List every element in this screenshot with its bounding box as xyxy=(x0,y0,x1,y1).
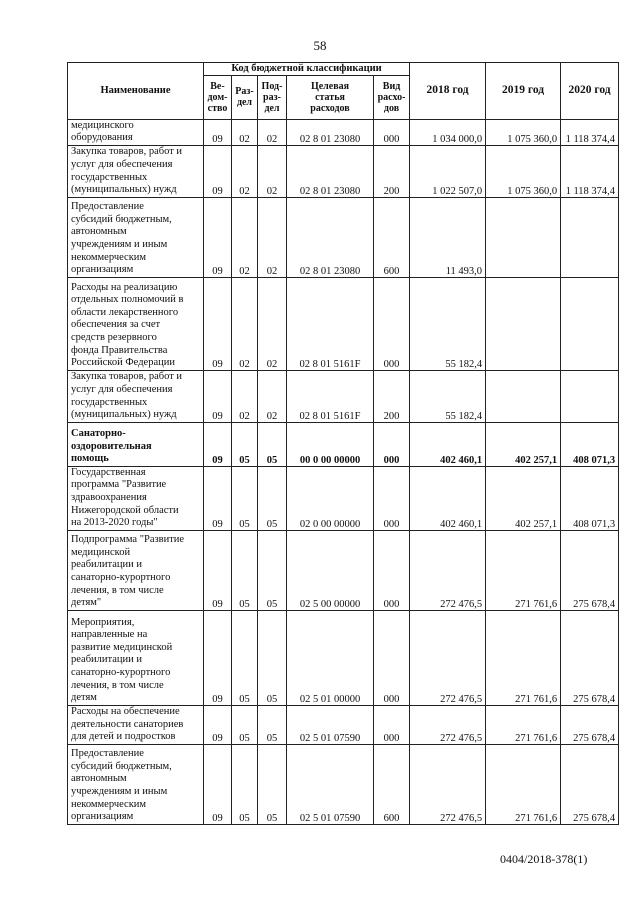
row-value-2020: 1 118 374,4 xyxy=(561,119,619,145)
row-section: 02 xyxy=(232,119,258,145)
row-subsection: 02 xyxy=(258,145,287,197)
row-subsection: 02 xyxy=(258,370,287,422)
header-section: Раз- дел xyxy=(232,75,258,119)
row-value-2020: 275 678,4 xyxy=(561,610,619,705)
row-value-2019: 271 761,6 xyxy=(486,744,561,824)
header-2018: 2018 год xyxy=(410,63,486,120)
row-section: 02 xyxy=(232,370,258,422)
row-value-2020 xyxy=(561,197,619,277)
row-name: Предоставление субсидий бюджетным, автономным учреждениям и иным некоммерческим организациям xyxy=(68,197,204,277)
row-value-2018: 1 022 507,0 xyxy=(410,145,486,197)
table-row xyxy=(68,197,619,277)
row-name: Подпрограмма "Развитие медицинской реабилитации и санаторно-курортного лечения, в том числе детям" xyxy=(68,530,204,610)
row-section: 05 xyxy=(232,422,258,466)
row-value-2020: 1 118 374,4 xyxy=(561,145,619,197)
row-value-2020 xyxy=(561,277,619,370)
row-target-article: 02 8 01 5161F xyxy=(287,370,374,422)
row-target-article: 02 8 01 23080 xyxy=(287,119,374,145)
row-section: 02 xyxy=(232,145,258,197)
row-ministry: 09 xyxy=(204,422,232,466)
row-ministry: 09 xyxy=(204,530,232,610)
table-row xyxy=(68,610,619,705)
row-name: Санаторно- оздоровительная помощь xyxy=(68,422,204,466)
row-name: Закупка товаров, работ и услуг для обеспечения государственных (муниципальных) нужд xyxy=(68,370,204,422)
row-subsection: 05 xyxy=(258,530,287,610)
row-target-article: 02 5 01 07590 xyxy=(287,705,374,744)
table-row xyxy=(68,466,619,530)
row-section: 05 xyxy=(232,705,258,744)
table-row xyxy=(68,744,619,824)
row-expense-type: 200 xyxy=(374,370,410,422)
row-value-2019 xyxy=(486,370,561,422)
row-target-article: 02 5 01 07590 xyxy=(287,744,374,824)
row-value-2018: 272 476,5 xyxy=(410,705,486,744)
row-ministry: 09 xyxy=(204,277,232,370)
row-section: 05 xyxy=(232,744,258,824)
row-expense-type: 000 xyxy=(374,610,410,705)
row-ministry: 09 xyxy=(204,370,232,422)
row-name: Мероприятия, направленные на развитие медицинской реабилитации и санаторно-курортного лечения, в том числе детям xyxy=(68,610,204,705)
row-subsection: 02 xyxy=(258,119,287,145)
row-expense-type: 600 xyxy=(374,197,410,277)
row-value-2019 xyxy=(486,197,561,277)
row-value-2018: 11 493,0 xyxy=(410,197,486,277)
header-ministry: Ве- дом- ство xyxy=(204,75,232,119)
row-value-2019: 402 257,1 xyxy=(486,466,561,530)
row-section: 05 xyxy=(232,610,258,705)
row-ministry: 09 xyxy=(204,145,232,197)
row-value-2018: 272 476,5 xyxy=(410,610,486,705)
row-expense-type: 000 xyxy=(374,422,410,466)
header-2020: 2020 год xyxy=(561,63,619,120)
document-code: 0404/2018-378(1) xyxy=(500,852,588,866)
row-subsection: 05 xyxy=(258,466,287,530)
header-2019: 2019 год xyxy=(486,63,561,120)
row-subsection: 02 xyxy=(258,197,287,277)
row-value-2020: 408 071,3 xyxy=(561,466,619,530)
row-target-article: 00 0 00 00000 xyxy=(287,422,374,466)
row-target-article: 02 0 00 00000 xyxy=(287,466,374,530)
table-row xyxy=(68,277,619,370)
row-target-article: 02 5 01 00000 xyxy=(287,610,374,705)
row-target-article: 02 8 01 23080 xyxy=(287,197,374,277)
row-name: медицинского оборудования xyxy=(68,119,204,145)
row-value-2020: 275 678,4 xyxy=(561,530,619,610)
row-ministry: 09 xyxy=(204,705,232,744)
table-row xyxy=(68,119,619,145)
row-target-article: 02 8 01 23080 xyxy=(287,145,374,197)
row-ministry: 09 xyxy=(204,744,232,824)
row-expense-type: 000 xyxy=(374,466,410,530)
row-value-2018: 55 182,4 xyxy=(410,277,486,370)
header-subsection: Под- раз- дел xyxy=(258,75,287,119)
row-target-article: 02 5 00 00000 xyxy=(287,530,374,610)
row-value-2019 xyxy=(486,277,561,370)
row-section: 02 xyxy=(232,277,258,370)
row-name: Расходы на реализацию отдельных полномочий в области лекарственного обеспечения за счет средств резервного фонда Правительства Российской Федерации xyxy=(68,277,204,370)
row-value-2018: 1 034 000,0 xyxy=(410,119,486,145)
row-subsection: 02 xyxy=(258,277,287,370)
row-expense-type: 200 xyxy=(374,145,410,197)
row-value-2019: 271 761,6 xyxy=(486,530,561,610)
row-value-2019: 1 075 360,0 xyxy=(486,145,561,197)
row-value-2019: 1 075 360,0 xyxy=(486,119,561,145)
row-section: 05 xyxy=(232,530,258,610)
budget-table xyxy=(67,62,619,825)
header-classification-group: Код бюджетной классификации xyxy=(204,63,410,76)
row-expense-type: 000 xyxy=(374,530,410,610)
page-number: 58 xyxy=(313,38,327,53)
table-body xyxy=(68,119,619,824)
row-value-2020: 275 678,4 xyxy=(561,744,619,824)
row-value-2018: 55 182,4 xyxy=(410,370,486,422)
row-name: Предоставление субсидий бюджетным, автономным учреждениям и иным некоммерческим организациям xyxy=(68,744,204,824)
table-row xyxy=(68,705,619,744)
row-value-2019: 271 761,6 xyxy=(486,610,561,705)
row-value-2018: 402 460,1 xyxy=(410,422,486,466)
row-ministry: 09 xyxy=(204,119,232,145)
row-name: Расходы на обеспечение деятельности санаториев для детей и подростков xyxy=(68,705,204,744)
row-expense-type: 000 xyxy=(374,119,410,145)
row-value-2018: 272 476,5 xyxy=(410,530,486,610)
row-section: 02 xyxy=(232,197,258,277)
header-name: Наименование xyxy=(68,63,204,120)
row-value-2018: 272 476,5 xyxy=(410,744,486,824)
row-subsection: 05 xyxy=(258,705,287,744)
table-row xyxy=(68,530,619,610)
row-value-2018: 402 460,1 xyxy=(410,466,486,530)
row-value-2019: 402 257,1 xyxy=(486,422,561,466)
row-expense-type: 000 xyxy=(374,277,410,370)
row-value-2019: 271 761,6 xyxy=(486,705,561,744)
row-name: Закупка товаров, работ и услуг для обеспечения государственных (муниципальных) нужд xyxy=(68,145,204,197)
row-subsection: 05 xyxy=(258,744,287,824)
row-value-2020: 408 071,3 xyxy=(561,422,619,466)
row-value-2020: 275 678,4 xyxy=(561,705,619,744)
header-expense-type: Вид расхо- дов xyxy=(374,75,410,119)
row-ministry: 09 xyxy=(204,466,232,530)
row-expense-type: 600 xyxy=(374,744,410,824)
row-value-2020 xyxy=(561,370,619,422)
table-row xyxy=(68,145,619,197)
row-name: Государственная программа "Развитие здравоохранения Нижегородской области на 2013-2020 годы" xyxy=(68,466,204,530)
table-row xyxy=(68,422,619,466)
row-expense-type: 000 xyxy=(374,705,410,744)
row-target-article: 02 8 01 5161F xyxy=(287,277,374,370)
table-row xyxy=(68,370,619,422)
row-ministry: 09 xyxy=(204,197,232,277)
row-section: 05 xyxy=(232,466,258,530)
header-target-article: Целевая статья расходов xyxy=(287,75,374,119)
row-subsection: 05 xyxy=(258,422,287,466)
row-ministry: 09 xyxy=(204,610,232,705)
row-subsection: 05 xyxy=(258,610,287,705)
